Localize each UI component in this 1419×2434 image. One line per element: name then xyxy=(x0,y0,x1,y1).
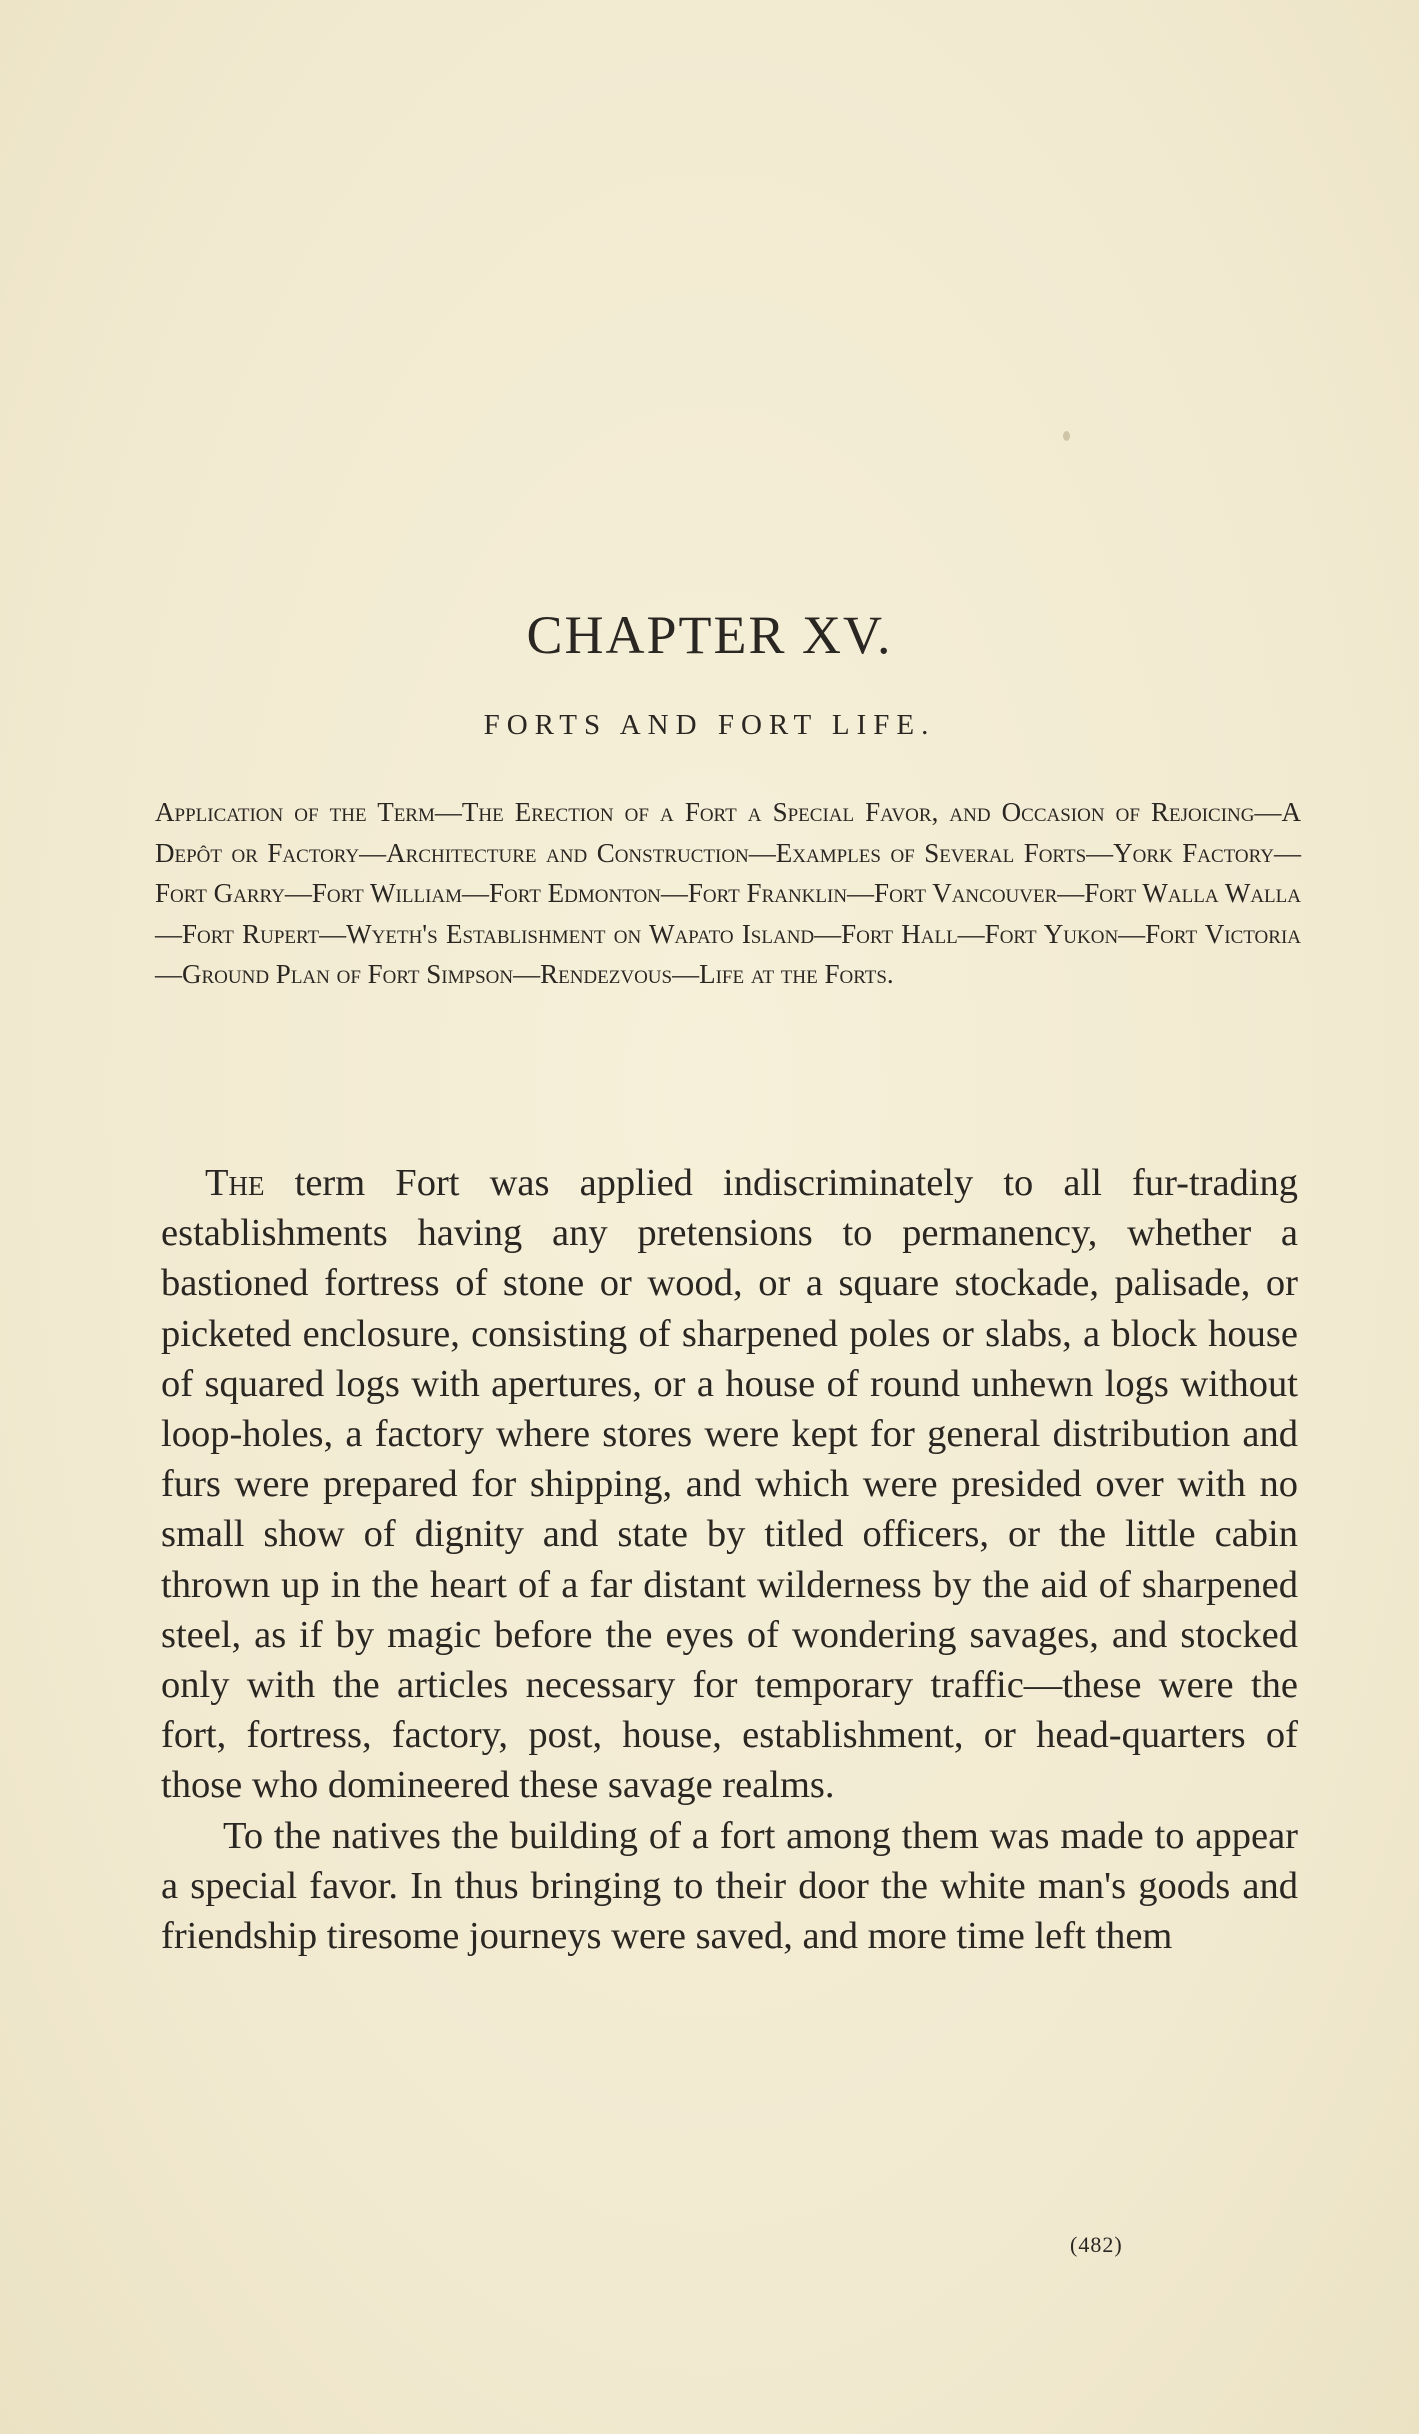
page-number: (482) xyxy=(1070,2232,1123,2257)
paper-speck xyxy=(1063,431,1070,441)
chapter-subtitle: FORTS AND FORT LIFE. xyxy=(483,709,936,741)
body-text xyxy=(161,1158,1298,1961)
paragraph: To the natives the building of a fort among them was made to appear a special favor. In thus bringing to their door the white man's goods and friendship tiresome journeys were saved, and more time left them xyxy=(161,1814,1298,1958)
lead-word: The xyxy=(205,1162,265,1204)
chapter-synopsis xyxy=(155,792,1301,995)
synopsis-text: Application of the Term—The Erection of a Fort a Special Favor, and Occasion of Rejoicing—A Depôt or Factory—Architecture and Construction—Examples of Several Forts—York Factory—Fort Garry—Fort William—Fort Edmonton—Fort Franklin—Fort Vancouver—Fort Walla Walla—Fort Rupert—Wyeth's Establishment on Wapato Island—Fort Hall—Fort Yukon—Fort Victoria—Ground Plan of Fort Simpson—Rendezvous—Life at the Forts. xyxy=(155,797,1301,989)
paragraph-text: term Fort was applied indiscriminately to all fur-trading establishments having any pretensions to permanency, whether a bastioned fortress of stone or wood, or a square stockade, palisade, or picketed enclosure, consisting of sharpened poles or slabs, a block house of squared logs with apertures, or a house of round unhewn logs without loop-holes, a factory where stores were kept for general distribution and furs were prepared for shipping, and which were presided over with no small show of dignity and state by titled officers, or the little cabin thrown up in the heart of a far distant wilderness by the aid of sharpened steel, as if by magic before the eyes of wondering savages, and stocked only with the articles necessary for temporary traffic—these were the fort, fortress, factory, post, house, establishment, or head-quarters of those who domineered these savage realms. xyxy=(161,1162,1299,1807)
paragraph xyxy=(161,1158,1298,1811)
chapter-title: CHAPTER XV. xyxy=(526,605,893,665)
